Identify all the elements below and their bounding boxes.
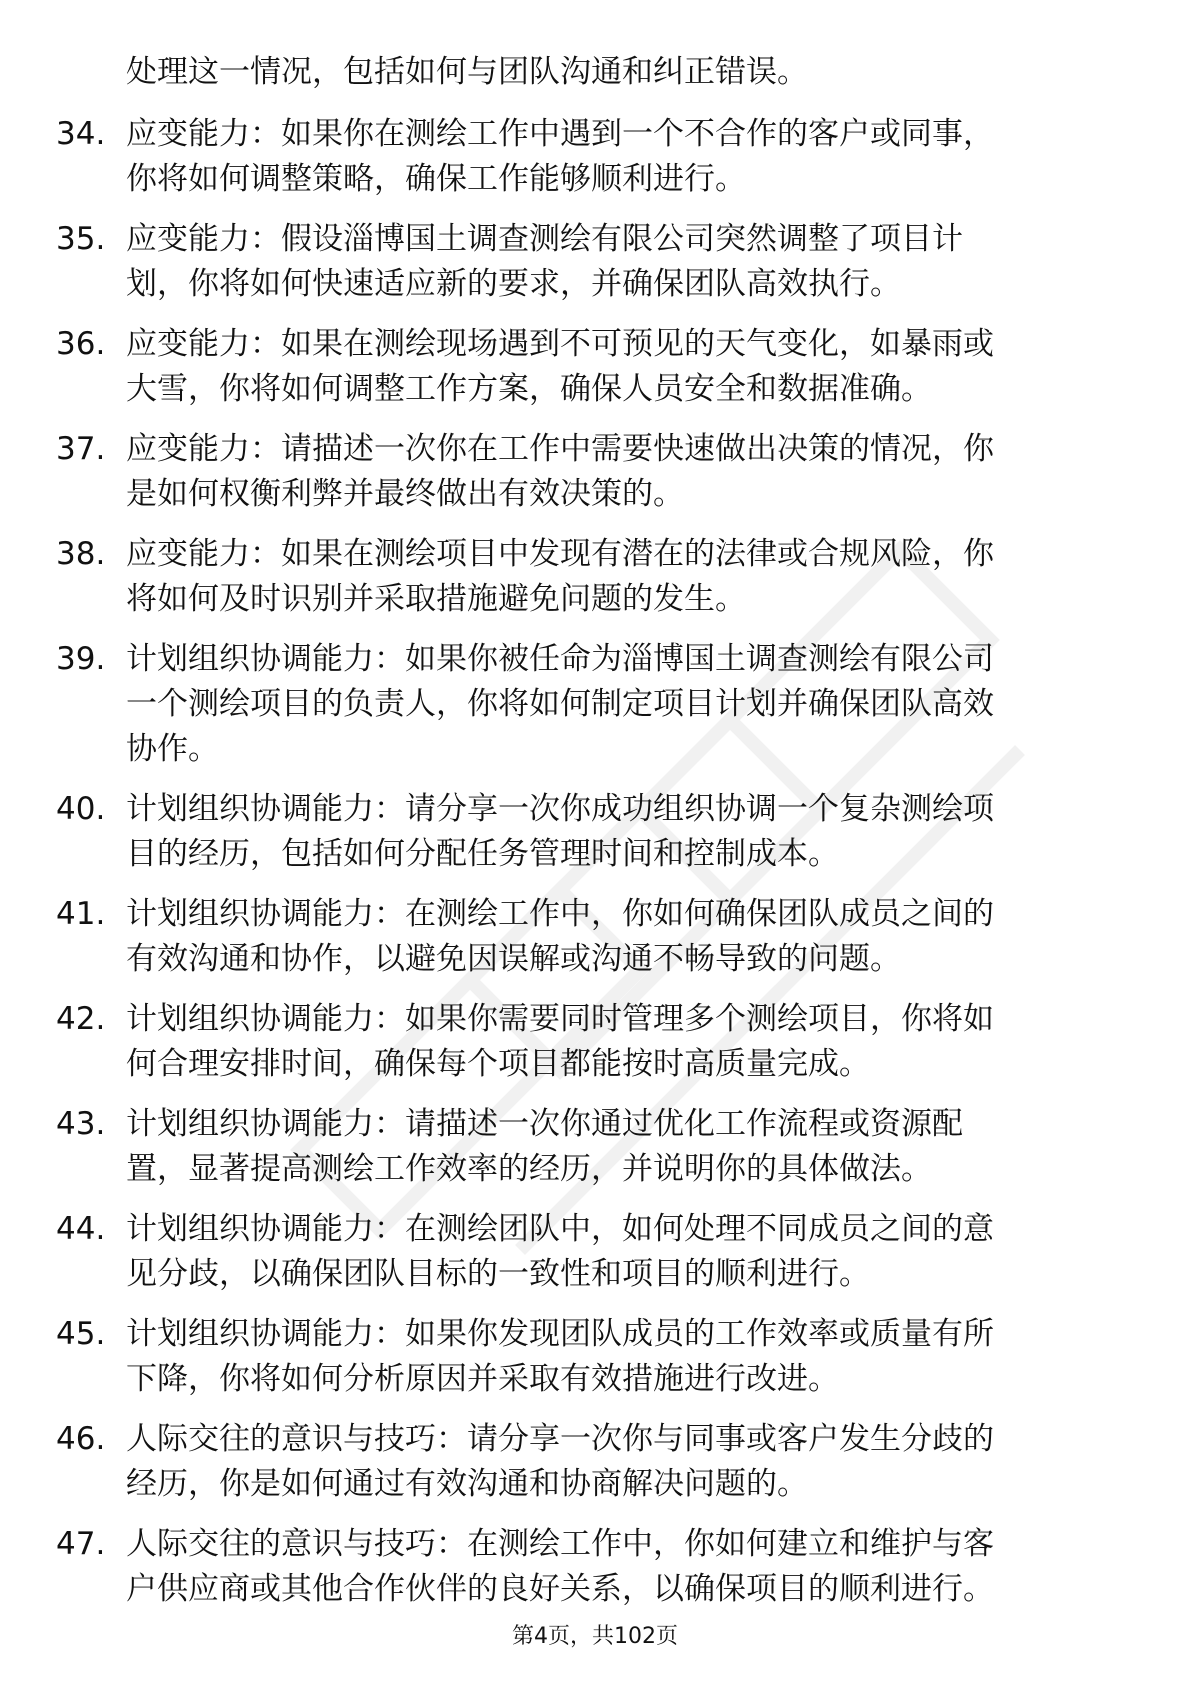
list-item: [0, 1312, 1190, 1402]
item-text-line: 人际交往的意识与技巧：请分享一次你与同事或客户发生分歧的: [126, 1421, 994, 1457]
list-item: [0, 997, 1190, 1087]
item-text-line: 下降，你将如何分析原因并采取有效措施进行改进。: [126, 1361, 839, 1397]
list-item: [0, 787, 1190, 877]
question-list: [0, 112, 1190, 1627]
item-text-line: 计划组织协调能力：请分享一次你成功组织协调一个复杂测绘项: [126, 791, 994, 827]
item-text-line: 一个测绘项目的负责人，你将如何制定项目计划并确保团队高效: [126, 686, 994, 722]
continuation-text: 处理这一情况，包括如何与团队沟通和纠正错误。: [126, 54, 808, 90]
item-number: 45.: [56, 1316, 106, 1352]
item-text: [126, 1522, 1110, 1612]
item-text-line: 计划组织协调能力：如果你需要同时管理多个测绘项目，你将如: [126, 1001, 994, 1037]
list-item: [0, 1102, 1190, 1192]
item-text-line: 将如何及时识别并采取措施避免问题的发生。: [126, 581, 746, 617]
item-number: 34.: [56, 116, 106, 152]
item-text-line: 应变能力：假设淄博国土调查测绘有限公司突然调整了项目计: [126, 221, 963, 257]
list-item: [0, 532, 1190, 622]
list-item: [0, 1522, 1190, 1612]
list-item: [0, 892, 1190, 982]
item-text-line: 划，你将如何快速适应新的要求，并确保团队高效执行。: [126, 266, 901, 302]
item-text-line: 见分歧，以确保团队目标的一致性和项目的顺利进行。: [126, 1256, 870, 1292]
item-text-line: 计划组织协调能力：如果你发现团队成员的工作效率或质量有所: [126, 1316, 994, 1352]
item-text: [126, 1102, 1110, 1192]
page-footer: 第4页，共102页: [512, 1624, 678, 1649]
item-text-line: 应变能力：如果在测绘项目中发现有潜在的法律或合规风险，你: [126, 536, 994, 572]
item-number: 44.: [56, 1211, 106, 1247]
item-text: [126, 1312, 1110, 1402]
list-item: [0, 217, 1190, 307]
item-text-line: 应变能力：请描述一次你在工作中需要快速做出决策的情况，你: [126, 431, 994, 467]
item-text: [126, 112, 1110, 202]
list-item: [0, 637, 1190, 772]
list-item: [0, 1417, 1190, 1507]
item-text: [126, 322, 1110, 412]
item-number: 36.: [56, 326, 106, 362]
item-text-line: 大雪，你将如何调整工作方案，确保人员安全和数据准确。: [126, 371, 932, 407]
item-number: 42.: [56, 1001, 106, 1037]
item-number: 37.: [56, 431, 106, 467]
list-item: [0, 112, 1190, 202]
item-text-line: 户供应商或其他合作伙伴的良好关系，以确保项目的顺利进行。: [126, 1571, 994, 1607]
list-item: [0, 322, 1190, 412]
item-text-line: 你将如何调整策略，确保工作能够顺利进行。: [126, 161, 746, 197]
item-number: 46.: [56, 1421, 106, 1457]
item-number: 35.: [56, 221, 106, 257]
item-number: 47.: [56, 1526, 106, 1562]
item-text-line: 协作。: [126, 731, 219, 767]
item-text-line: 计划组织协调能力：请描述一次你通过优化工作流程或资源配: [126, 1106, 963, 1142]
item-text: [126, 427, 1110, 517]
item-text: [126, 637, 1110, 772]
item-text-line: 何合理安排时间，确保每个项目都能按时高质量完成。: [126, 1046, 870, 1082]
item-text: [126, 1417, 1110, 1507]
item-text-line: 计划组织协调能力：在测绘团队中，如何处理不同成员之间的意: [126, 1211, 994, 1247]
item-text-line: 人际交往的意识与技巧：在测绘工作中，你如何建立和维护与客: [126, 1526, 994, 1562]
item-text-line: 计划组织协调能力：在测绘工作中，你如何确保团队成员之间的: [126, 896, 994, 932]
item-text-line: 计划组织协调能力：如果你被任命为淄博国土调查测绘有限公司: [126, 641, 994, 677]
item-number: 39.: [56, 641, 106, 677]
item-text: [126, 892, 1110, 982]
item-text-line: 有效沟通和协作，以避免因误解或沟通不畅导致的问题。: [126, 941, 901, 977]
item-text-line: 目的经历，包括如何分配任务管理时间和控制成本。: [126, 836, 839, 872]
list-item: [0, 1207, 1190, 1297]
item-text: [126, 997, 1110, 1087]
item-number: 43.: [56, 1106, 106, 1142]
item-text: [126, 787, 1110, 877]
item-text: [126, 1207, 1110, 1297]
item-text: [126, 532, 1110, 622]
item-text-line: 经历，你是如何通过有效沟通和协商解决问题的。: [126, 1466, 808, 1502]
item-text-line: 应变能力：如果你在测绘工作中遇到一个不合作的客户或同事，: [126, 116, 994, 152]
item-text-line: 应变能力：如果在测绘现场遇到不可预见的天气变化，如暴雨或: [126, 326, 994, 362]
item-text-line: 是如何权衡利弊并最终做出有效决策的。: [126, 476, 684, 512]
list-item: [0, 427, 1190, 517]
item-text: [126, 217, 1110, 307]
item-number: 38.: [56, 536, 106, 572]
item-text-line: 置，显著提高测绘工作效率的经历，并说明你的具体做法。: [126, 1151, 932, 1187]
item-number: 40.: [56, 791, 106, 827]
item-number: 41.: [56, 896, 106, 932]
